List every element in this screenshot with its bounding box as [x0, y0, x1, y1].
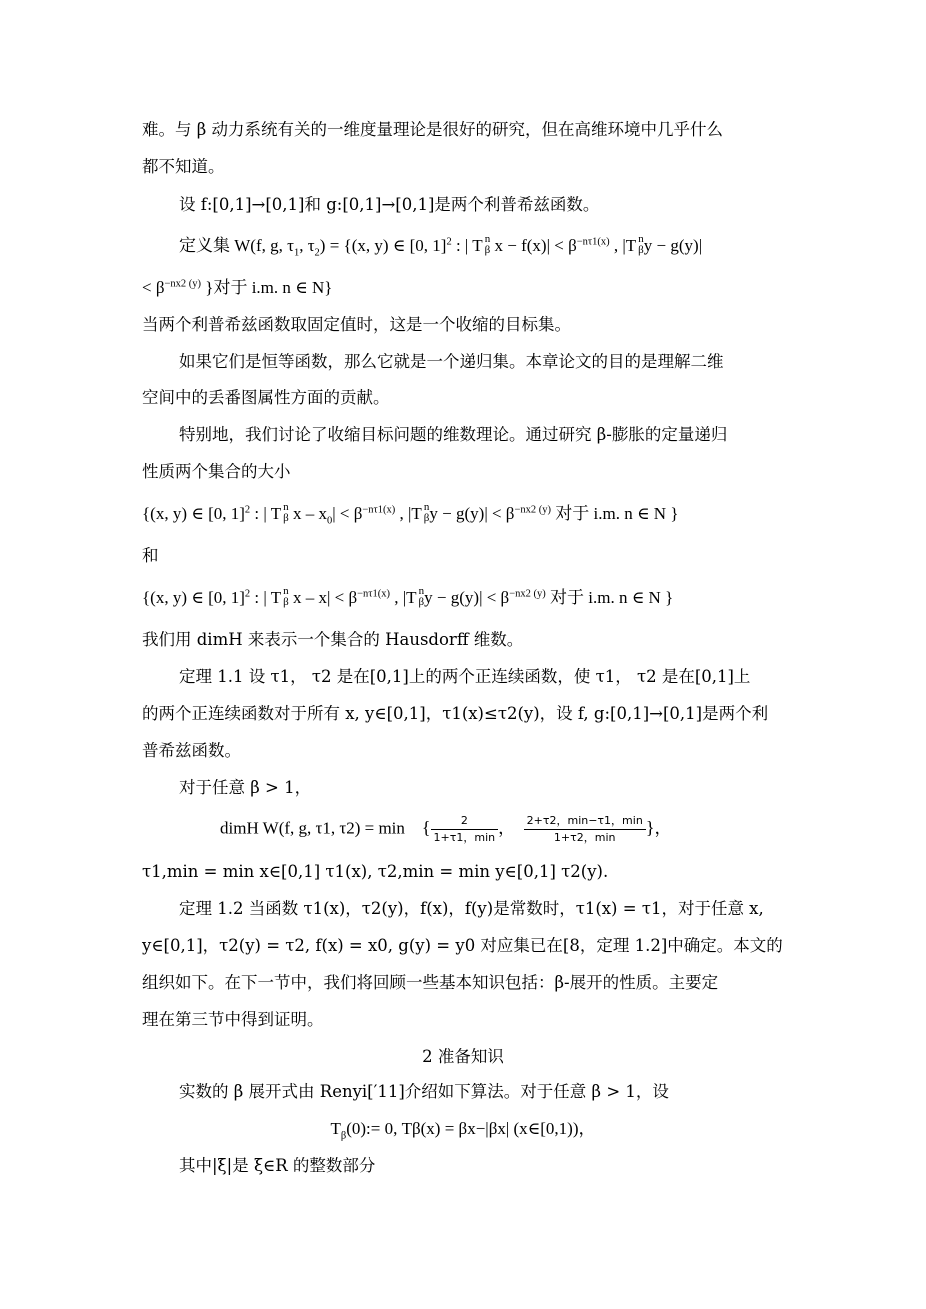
set-formula-line: {(x, y) ∈ [0, 1]$^2$ : | T n β $x - x_0| < \beta^{-n\tau 1(x)}$ , |T n β $y - g(y)| < \beta^{-nx2 (y)}$ 对于 i.m. n ∈ N }: [142, 501, 679, 527]
theorem-line: y∈[0,1]，τ2(y) = τ2, f(x) = x0, g(y) = y0 对应集已在[8，定理 1.2]中确定。本文的: [142, 936, 783, 955]
theorem-line: 普希兹函数。: [142, 741, 241, 760]
dimension-formula: dimH W(f, g, τ1, τ2) = min { $\frac{2}{1+\tau 1,\min}$ ， $\frac{2+\tau 2,\min-\tau 1,\min}{1+\tau 2,\min}$ }，: [220, 814, 672, 844]
map-formula: $T_\beta(0):= 0$, Tβ(x) = βx−|βx| (x∈[0,1))，: [330, 1119, 596, 1142]
paragraph-line: 性质两个集合的大小: [142, 462, 291, 481]
set-formula-line: {(x, y) ∈ [0, 1]$^2$ : | T n β $x - x| < \beta^{-n\tau 1(x)}$ , |T n β $y - g(y)| < \beta^{-nx2 (y)}$ 对于 i.m. n ∈ N }: [142, 585, 674, 609]
definition-formula-line: < $\beta^{-nx2 (y)}$ }对于 i.m. n ∈ N}: [142, 278, 333, 297]
paragraph-line: 组织如下。在下一节中，我们将回顾一些基本知识包括：β-展开的性质。主要定: [142, 973, 719, 992]
paragraph-line: 特别地，我们讨论了收缩目标问题的维数理论。通过研究 β-膨胀的定量递归: [179, 425, 728, 444]
theorem-line: 定理 1.1 设 τ1， τ2 是在[0,1]上的两个正连续函数，使 τ1， τ2 是在[0,1]上: [179, 667, 751, 686]
paragraph-line: 如果它们是恒等函数，那么它就是一个递归集。本章论文的目的是理解二维: [179, 352, 724, 371]
theorem-line: 的两个正连续函数对于所有 x, y∈[0,1]，τ1(x)≤τ2(y)，设 f, g:[0,1]→[0,1]是两个利: [142, 704, 769, 723]
paragraph-line: 理在第三节中得到证明。: [142, 1010, 324, 1029]
paragraph-line: 设 f:[0,1]→[0,1]和 g:[0,1]→[0,1]是两个利普希兹函数。: [179, 195, 600, 214]
paragraph-line: 难。与 β 动力系统有关的一维度量理论是很好的研究，但在高维环境中几乎什么: [142, 120, 724, 139]
paragraph-line: 空间中的丢番图属性方面的贡献。: [142, 388, 390, 407]
paragraph-line: τ1,min = min x∈[0,1] τ1(x), τ2,min = min y∈[0,1] τ2(y).: [142, 862, 609, 881]
fraction: $\frac{2}{1+\tau 1,\min}$: [431, 814, 499, 845]
paragraph-line: 对于任意 β > 1，: [179, 778, 312, 797]
paragraph-line: 我们用 dimH 来表示一个集合的 Hausdorff 维数。: [142, 630, 524, 649]
paragraph-line: 其中|ξ|是 ξ∈R 的整数部分: [179, 1156, 376, 1175]
section-heading: 2 准备知识: [422, 1047, 504, 1066]
theorem-line: 定理 1.2 当函数 τ1(x)，τ2(y)，f(x)，f(y)是常数时，τ1(x) = τ1，对于任意 x,: [179, 899, 764, 918]
paragraph-line: 和: [142, 546, 159, 565]
paragraph-line: 当两个利普希兹函数取固定值时，这是一个收缩的目标集。: [142, 315, 571, 334]
definition-formula-line: 定义集 W(f, g, $\tau_1$, $\tau_2) = \{(x$, y) ∈ [0, 1]$^2$ : | T n β $x - f(x)| < \beta^{-n\tau 1(x)}$ , |T n β y − g(y)|: [179, 233, 703, 259]
paragraph-line: 实数的 β 展开式由 Renyi[′11]介绍如下算法。对于任意 β > 1，设: [179, 1082, 669, 1101]
paragraph-line: 都不知道。: [142, 157, 225, 176]
fraction: $\frac{2+\tau 2,\min-\tau 1,\min}{1+\tau 2,\min}$: [524, 814, 646, 845]
